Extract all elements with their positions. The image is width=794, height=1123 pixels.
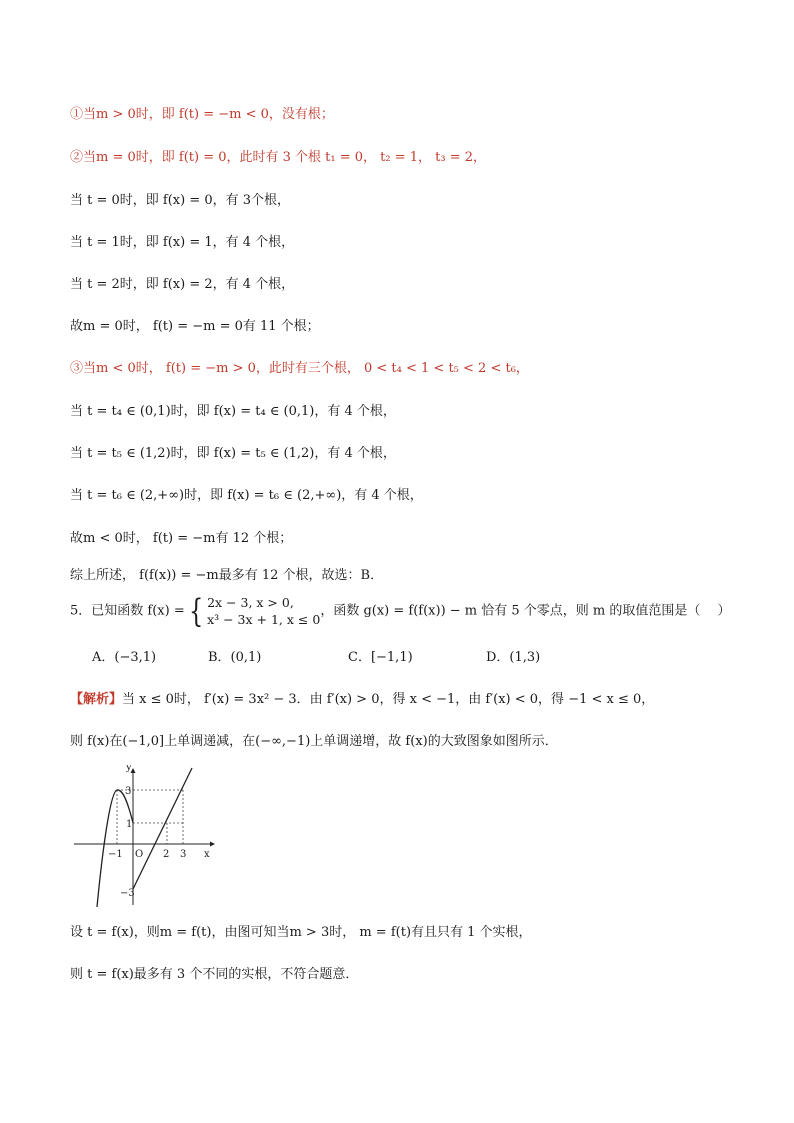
analysis-label: 【解析】: [70, 692, 123, 707]
choice-c[interactable]: C．[−1,1): [348, 650, 413, 665]
y-tick-neg3: −3: [120, 888, 135, 899]
graph-axes: [74, 768, 215, 905]
line-summary: 综上所述， f(f(x)) = −m最多有 12 个根，故选：B．: [70, 568, 384, 583]
analysis-line-1-text: 当 x ≤ 0时， f′(x) = 3x² − 3．由 f′(x) > 0，得 x < −1，由 f′(x) < 0，得 −1 < x ≤ 0，: [122, 692, 655, 707]
line-case-1: ①当m > 0时，即 f(t) = −m < 0，没有根；: [70, 107, 334, 122]
linear-branch: [133, 768, 192, 889]
line-conclusion-mneg: 故m < 0时， f(t) = −m有 12 个根；: [70, 531, 293, 546]
function-graph: [70, 765, 215, 907]
question-stem: [70, 594, 731, 629]
line-t-0: 当 t = 0时，即 f(x) = 0，有 3个根，: [70, 193, 291, 208]
line-conclusion-m0: 故m = 0时， f(t) = −m = 0有 11 个根；: [70, 319, 320, 334]
line-case-2: ②当m = 0时，即 f(t) = 0，此时有 3 个根 t₁ = 0， t₂ = 1， t₃ = 2，: [70, 150, 487, 165]
line-case-3: ③当m < 0时， f(t) = −m > 0，此时有三个根， 0 < t₄ < 1 < t₅ < 2 < t₆，: [70, 361, 529, 376]
analysis-line-1: [70, 690, 654, 710]
x-tick-2: 2: [163, 849, 170, 860]
y-axis-label: y: [126, 765, 132, 773]
x-tick-neg1: −1: [108, 849, 123, 860]
choice-b[interactable]: B．(0,1): [208, 650, 262, 665]
x-axis-label: x: [204, 849, 210, 860]
line-t-2: 当 t = 2时，即 f(x) = 2，有 4 个根，: [70, 277, 295, 292]
analysis-line-4: 则 t = f(x)最多有 3 个不同的实根，不符合题意．: [70, 967, 359, 982]
guide-lines: [117, 790, 183, 844]
piecewise-definition: [207, 594, 320, 628]
piece-1: 2x − 3, x > 0,: [207, 595, 294, 610]
line-t6: 当 t = t₆ ∈ (2,+∞)时，即 f(x) = t₆ ∈ (2,+∞)，有 4 个根，: [70, 488, 423, 503]
question-prefix: 5．已知函数 f(x) =: [70, 603, 185, 619]
line-t5: 当 t = t₅ ∈ (1,2)时，即 f(x) = t₅ ∈ (1,2)，有 4 个根，: [70, 446, 396, 461]
x-tick-3: 3: [180, 849, 187, 860]
question-suffix: ，函数 g(x) = f(f(x)) − m 恰有 5 个零点，则 m 的取值范围是（ ）: [320, 603, 731, 619]
analysis-line-3: 设 t = f(x)，则m = f(t)，由图可知当m > 3时， m = f(t)有且只有 1 个实根，: [70, 925, 532, 940]
origin-label: O: [135, 849, 144, 860]
choice-d[interactable]: D．(1,3): [486, 650, 541, 665]
y-tick-1: 1: [126, 819, 133, 830]
line-t4: 当 t = t₄ ∈ (0,1)时，即 f(x) = t₄ ∈ (0,1)，有 4 个根，: [70, 404, 396, 419]
y-tick-3: 3: [125, 786, 132, 797]
brace-symbol: {: [188, 592, 204, 630]
x-axis-arrow: [210, 842, 215, 847]
piece-2: x³ − 3x + 1, x ≤ 0: [207, 612, 321, 627]
line-t-1: 当 t = 1时，即 f(x) = 1，有 4 个根，: [70, 235, 295, 250]
choice-a[interactable]: A．(−3,1): [92, 650, 157, 665]
analysis-line-2: 则 f(x)在(−1,0]上单调递减，在(−∞,−1)上单调递增，故 f(x)的大致图象如图所示．: [70, 734, 558, 749]
